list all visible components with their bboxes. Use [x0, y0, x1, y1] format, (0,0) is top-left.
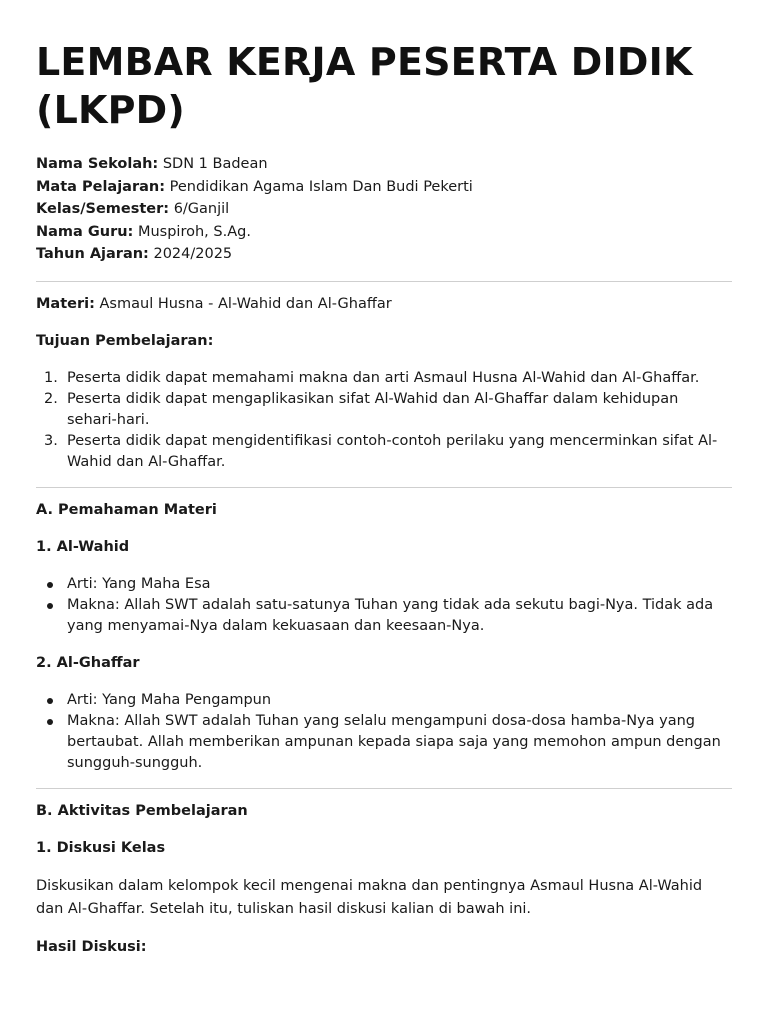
divider — [36, 281, 732, 282]
materi-value: Asmaul Husna - Al-Wahid dan Al-Ghaffar — [99, 295, 392, 312]
list-number: 3. — [44, 432, 58, 449]
list-item — [36, 690, 732, 711]
list-item — [36, 595, 732, 637]
list-item — [36, 711, 732, 774]
meta-value: 2024/2025 — [153, 246, 233, 262]
meta-school — [36, 154, 732, 177]
list-item — [36, 368, 732, 389]
list-item — [36, 431, 732, 473]
al-ghaffar-heading: 2. Al-Ghaffar — [36, 654, 140, 671]
meta-label: Kelas/Semester: — [36, 201, 170, 217]
meta-label: Nama Guru: — [36, 223, 134, 240]
al-wahid-list — [36, 574, 732, 637]
bullet-icon — [47, 603, 53, 609]
list-item-text: Makna: Allah SWT adalah Tuhan yang selalu mengampuni dosa-dosa hamba-Nya yang bertaubat. Allah memberikan ampunan kepada siapa saja yang memohon ampun dengan sungguh-sungguh. — [67, 712, 721, 771]
list-item-text: Peserta didik dapat mengidentifikasi contoh-contoh perilaku yang mencerminkan sifat Al-Wahid dan Al-Ghaffar. — [67, 432, 718, 470]
list-item — [36, 574, 732, 595]
meta-label: Nama Sekolah: — [36, 156, 159, 172]
meta-value: Pendidikan Agama Islam Dan Budi Pekerti — [169, 178, 473, 195]
list-item-text: Arti: Yang Maha Pengampun — [67, 691, 272, 708]
materi-line — [36, 294, 732, 315]
list-item — [36, 389, 732, 431]
list-number: 2. — [44, 390, 58, 407]
list-item-text: Peserta didik dapat memahami makna dan arti Asmaul Husna Al-Wahid dan Al-Ghaffar. — [67, 369, 700, 386]
metadata-block — [36, 154, 732, 267]
bullet-icon — [47, 719, 53, 725]
diskusi-kelas-heading: 1. Diskusi Kelas — [36, 839, 166, 856]
tujuan-list — [36, 368, 732, 473]
diskusi-instructions: Diskusikan dalam kelompok kecil mengenai makna dan pentingnya Asmaul Husna Al-Wahid dan Al-Ghaffar. Setelah itu, tuliskan hasil diskusi kalian di bawah ini. — [36, 877, 703, 917]
section-a-heading: A. Pemahaman Materi — [36, 501, 217, 518]
document-title: LEMBAR KERJA PESERTA DIDIK (LKPD) — [36, 40, 693, 132]
bullet-icon — [47, 698, 53, 704]
list-item-text: Arti: Yang Maha Esa — [67, 575, 211, 592]
meta-value: SDN 1 Badean — [162, 156, 268, 172]
meta-subject — [36, 177, 732, 200]
document-page — [36, 0, 732, 958]
meta-class-semester — [36, 199, 732, 222]
al-wahid-heading: 1. Al-Wahid — [36, 538, 130, 555]
meta-label: Tahun Ajaran: — [36, 246, 149, 262]
section-b-heading: B. Aktivitas Pembelajaran — [36, 802, 248, 819]
meta-value: 6/Ganjil — [173, 201, 230, 217]
divider — [36, 788, 732, 789]
tujuan-heading: Tujuan Pembelajaran: — [36, 332, 214, 349]
hasil-diskusi-label: Hasil Diskusi: — [36, 938, 147, 955]
list-item-text: Peserta didik dapat mengaplikasikan sifat Al-Wahid dan Al-Ghaffar dalam kehidupan sehari-hari. — [67, 390, 679, 428]
list-item-text: Makna: Allah SWT adalah satu-satunya Tuhan yang tidak ada sekutu bagi-Nya. Tidak ada yang menyamai-Nya dalam kekuasaan dan keesaan-Nya. — [67, 596, 714, 634]
meta-value: Muspiroh, S.Ag. — [137, 223, 251, 240]
meta-academic-year — [36, 244, 732, 267]
bullet-icon — [47, 582, 53, 588]
list-number: 1. — [44, 369, 58, 386]
al-ghaffar-list — [36, 690, 732, 774]
materi-label: Materi: — [36, 295, 95, 312]
meta-teacher — [36, 222, 732, 245]
divider — [36, 487, 732, 488]
meta-label: Mata Pelajaran: — [36, 178, 166, 195]
